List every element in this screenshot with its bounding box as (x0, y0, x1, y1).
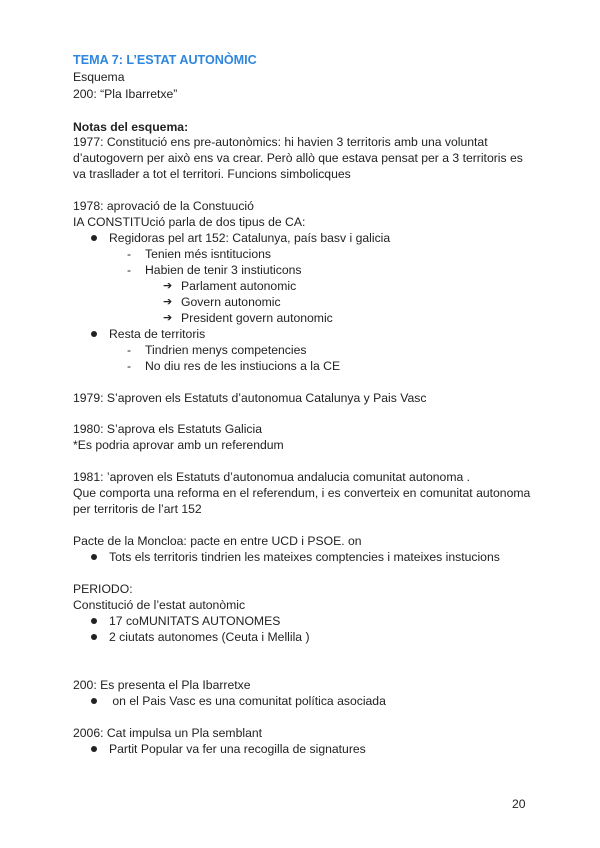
sub-list-item: Tindrien menys competencies (145, 343, 307, 357)
text-line: 1980: S’aprova els Estatuts Galicia (73, 422, 263, 436)
text-line: 1979: S’aproven els Estatuts d’autonomua Catalunya y Pais Vasc (73, 391, 427, 405)
notes-heading: Notas del esquema: (73, 120, 189, 134)
sub-sub-list-item: President govern autonomic (181, 311, 333, 325)
pla-ibarretxe-line: 200: “Pla Ibarretxe” (73, 87, 178, 101)
sub-list-item: No diu res de les instiucions a la CE (145, 359, 341, 373)
bullet-icon (91, 746, 97, 752)
sub-sub-list-item: Parlament autonomic (181, 279, 297, 293)
bullet-icon (91, 554, 97, 560)
dash-icon: - (127, 247, 132, 261)
list-item: Resta de territoris (109, 327, 206, 341)
list-item: Partit Popular va fer una recogilla de signatures (109, 742, 366, 756)
text-line: 1977: Constitució ens pre-autonòmics: hi havien 3 territoris amb una voluntat (73, 135, 488, 149)
page-number: 20 (512, 797, 526, 811)
list-item: on el Pais Vasc es una comunitat política asociada (109, 694, 386, 708)
bullet-icon (91, 331, 97, 337)
arrow-right-icon: ➔ (163, 280, 173, 292)
arrow-right-icon: ➔ (163, 296, 173, 308)
text-line: va trasllader a tot el territori. Funcions simbolicques (73, 167, 351, 181)
text-line: Que comporta una reforma en el referendum, i es converteix en comunitat autonoma (73, 486, 531, 500)
text-line: 200: Es presenta el Pla Ibarretxe (73, 678, 251, 692)
list-item: Tots els territoris tindrien les mateixes comptencies i mateixes instucions (109, 550, 500, 564)
bullet-icon (91, 618, 97, 624)
text-line: 2006: Cat impulsa un Pla semblant (73, 726, 263, 740)
text-line: 1981: ’aproven els Estatuts d’autonomua andalucia comunitat autonoma . (73, 470, 471, 484)
list-item: Regidoras pel art 152: Catalunya, país basv i galicia (109, 231, 391, 245)
list-item: 2 ciutats autonomes (Ceuta i Mellila ) (109, 630, 310, 644)
dash-icon: - (127, 263, 132, 277)
text-line: 1978: aprovació de la Constuució (73, 199, 254, 213)
text-line: IA CONSTITUció parla de dos tipus de CA: (73, 215, 306, 229)
document-title: TEMA 7: L’ESTAT AUTONÒMIC (73, 53, 257, 67)
text-line: Pacte de la Moncloa: pacte en entre UCD i PSOE. on (73, 534, 362, 548)
bullet-icon (91, 698, 97, 704)
subtitle: Esquema (73, 70, 125, 84)
text-line: Constitució de l’estat autonòmic (73, 598, 246, 612)
text-line: *Es podria aprovar amb un referendum (73, 438, 284, 452)
arrow-right-icon: ➔ (163, 312, 173, 324)
dash-icon: - (127, 359, 132, 373)
sub-list-item: Habien de tenir 3 instiuticons (145, 263, 302, 277)
bullet-icon (91, 235, 97, 241)
dash-icon: - (127, 343, 132, 357)
sub-sub-list-item: Govern autonomic (181, 295, 281, 309)
bullet-icon (91, 634, 97, 640)
list-item: 17 coMUNITATS AUTONOMES (109, 614, 281, 628)
sub-list-item: Tenien més isntitucions (145, 247, 271, 261)
text-line: per territoris de l’art 152 (73, 502, 202, 516)
text-line: PERIODO: (73, 582, 133, 596)
text-line: d’autogovern per això ens va crear. Però allò que estava pensat per a 3 territoris es (73, 151, 523, 165)
